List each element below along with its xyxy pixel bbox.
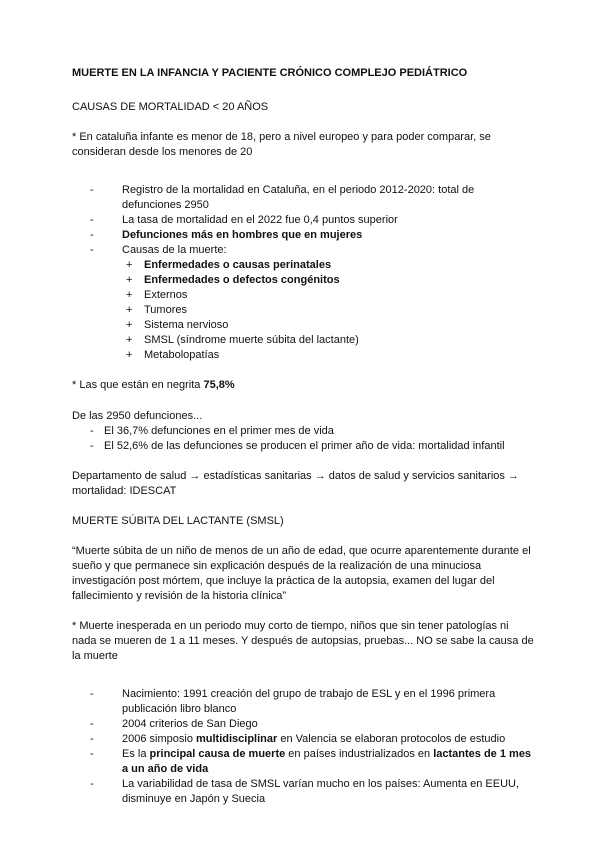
deaths-bullet-list — [72, 424, 534, 454]
document-title: MUERTE EN LA INFANCIA Y PACIENTE CRÓNICO COMPLEJO PEDIÁTRICO — [72, 67, 468, 79]
list-item: - Causas de la muerte: + Enfermedades o causas perinatales + Enfermedades o defectos congénitos + Externos + Tumores + Sistema nervioso + SMSL (síndrome muerte súbita del lactante) + Metabolopatías — [72, 243, 534, 363]
cause-item: + Tumores — [126, 304, 187, 316]
list-item: - Defunciones más en hombres que en mujeres — [90, 229, 363, 241]
bold-percentage-note: * Las que están en negrita 75,8% — [72, 379, 235, 391]
list-item: - 2006 simposio multidisciplinar en Valencia se elaboran protocolos de estudio — [90, 733, 506, 745]
cause-item: + Enfermedades o defectos congénitos — [126, 274, 340, 286]
list-item: - Es la principal causa de muerte en países industrializados en lactantes de 1 mes a un año de vida — [90, 748, 532, 775]
cause-item: + Metabolopatías — [126, 349, 220, 361]
document-page — [72, 66, 534, 822]
smsl-definition-quote: “Muerte súbita de un niño de menos de un año de edad, que ocurre aparentemente durante el sueño y que permanece sin explicación después de la realización de una minuciosa investigación post mórtem, que incluye la práctica de la autopsia, examen del lugar del fallecimiento y revisión de la historia clínica” — [72, 545, 531, 602]
cause-item: + Sistema nervioso — [126, 319, 229, 331]
smsl-note: * Muerte inesperada en un periodo muy corto de tiempo, niños que sin tener patologías ni nada se mueren de 1 a 11 meses. Y después de autopsias, pruebas... NO se sabe la causa de la muerte — [72, 620, 534, 662]
cause-item: + Externos — [126, 289, 188, 301]
data-source-path: Departamento de salud → estadísticas sanitarias → datos de salud y servicios sanitarios → mortalidad: IDESCAT — [72, 470, 519, 497]
cause-item: + SMSL (síndrome muerte súbita del lactante) — [126, 334, 359, 346]
list-item: - Registro de la mortalidad en Cataluña, en el periodo 2012-2020: total de defunciones 2950 — [90, 184, 475, 211]
list-item: - El 36,7% defunciones en el primer mes de vida — [90, 425, 334, 437]
deaths-intro: De las 2950 defunciones... — [72, 410, 203, 422]
list-item: - Nacimiento: 1991 creación del grupo de trabajo de ESL y en el 1996 primera publicación libro blanco — [90, 688, 496, 715]
section-heading-smsl: MUERTE SÚBITA DEL LACTANTE (SMSL) — [72, 515, 284, 527]
mortality-bullet-list — [72, 183, 534, 363]
list-item: - La variabilidad de tasa de SMSL varían mucho en los países: Aumenta en EEUU, disminuye en Japón y Suecia — [90, 778, 520, 805]
causes-list — [122, 258, 534, 363]
note-age-definition: * En cataluña infante es menor de 18, pero a nivel europeo y para poder comparar, se consideran desde los menores de 20 — [72, 131, 491, 158]
list-item: - 2004 criterios de San Diego — [90, 718, 258, 730]
smsl-bullet-list — [72, 687, 534, 807]
list-item: - El 52,6% de las defunciones se producen el primer año de vida: mortalidad infantil — [90, 440, 505, 452]
list-item: - La tasa de mortalidad en el 2022 fue 0,4 puntos superior — [90, 214, 398, 226]
cause-item: + Enfermedades o causas perinatales — [126, 259, 332, 271]
section-heading-mortality: CAUSAS DE MORTALIDAD < 20 AÑOS — [72, 101, 269, 113]
